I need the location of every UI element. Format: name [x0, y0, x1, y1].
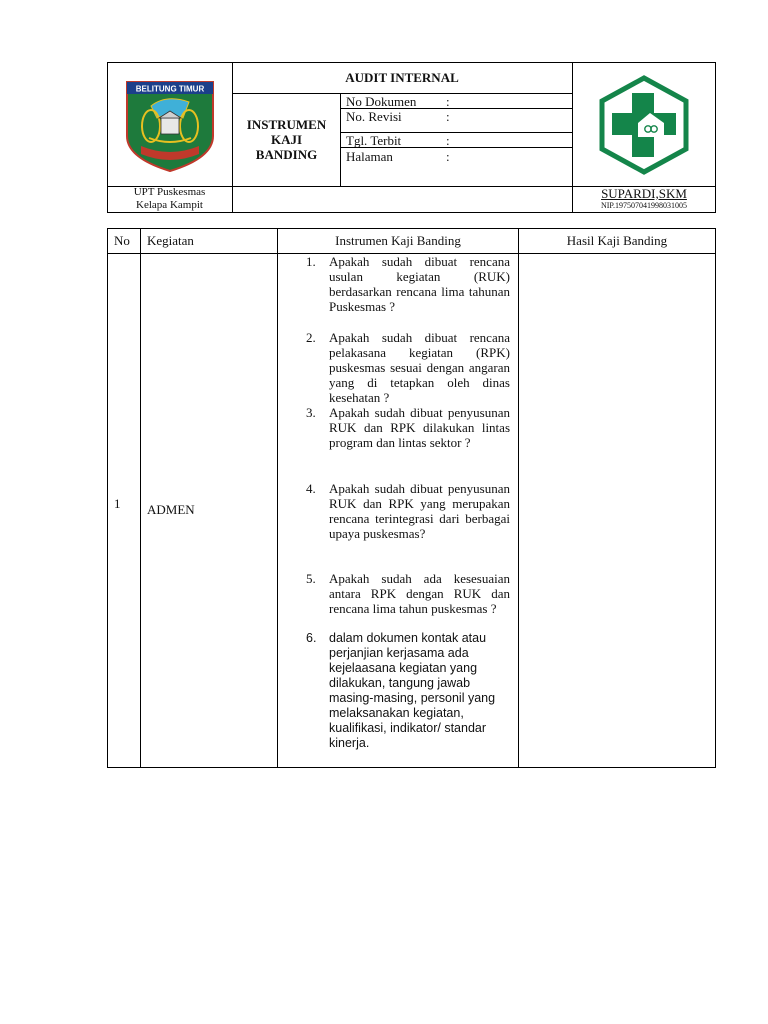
question-number: 5. — [306, 571, 316, 586]
column-header-instrumen: Instrumen Kaji Banding — [335, 233, 461, 248]
question-number: 3. — [306, 405, 316, 420]
column-header-hasil: Hasil Kaji Banding — [566, 233, 668, 248]
doc-field-label: Halaman — [346, 149, 393, 164]
table-col-divider-1 — [140, 228, 141, 768]
belitung-timur-crest-icon — [121, 76, 219, 174]
signer-name: SUPARDI,SKM — [601, 186, 687, 201]
doc-field-sep: : — [446, 94, 450, 109]
doc-field-sep: : — [446, 133, 450, 148]
org-name-line-1: UPT Puskesmas — [133, 186, 206, 198]
header-border-right — [715, 62, 716, 213]
column-header-no: No — [114, 233, 130, 248]
svg-text:BELITUNG TIMUR: BELITUNG TIMUR — [135, 84, 205, 94]
org-name-line-2: Kelapa Kampit — [136, 199, 203, 211]
doc-field-label: No. Revisi — [346, 109, 402, 124]
row-number: 1 — [114, 496, 121, 511]
question-text: Apakah sudah ada kesesuaian antara RPK dengan RUK dan rencana lima tahun puskesmas ? — [329, 571, 510, 616]
signer-nip: NIP.197507041998031005 — [600, 201, 687, 210]
table-col-divider-2 — [277, 228, 278, 768]
question-text: dalam dokumen kontak atau perjanjian kerjasama ada kejelaasana kegiatan yang dilakukan, tangung jawab masing-masing, personil yang melaksanakan kegiatan, kualifikasi, indikator/ standar kinerja. — [329, 631, 496, 750]
doc-field-sep: : — [446, 149, 450, 164]
row-kegiatan: ADMEN — [147, 502, 195, 517]
table-border-top — [107, 228, 716, 229]
table-border-left — [107, 228, 108, 768]
table-border-right — [715, 228, 716, 768]
doc-field-label: No Dokumen — [346, 94, 417, 109]
question-number: 4. — [306, 481, 316, 496]
doc-field-sep: : — [446, 109, 450, 124]
table-col-divider-3 — [518, 228, 519, 768]
column-header-kegiatan: Kegiatan — [147, 233, 194, 248]
question-number: 2. — [306, 330, 316, 345]
question-text: Apakah sudah dibuat penyusunan RUK dan RPK yang merupakan rencana terintegrasi dari berbagai upaya puskesmas? — [329, 481, 510, 541]
puskesmas-cross-icon — [594, 75, 694, 175]
table-border-bottom — [107, 767, 716, 768]
question-number: 1. — [306, 254, 316, 269]
header-divider-3 — [340, 93, 341, 186]
header-border-bottom — [107, 212, 716, 213]
question-number: 6. — [306, 631, 317, 645]
instrument-title-line-1: INSTRUMEN — [246, 117, 327, 132]
header-title: AUDIT INTERNAL — [345, 70, 459, 85]
header-border-top — [107, 62, 716, 63]
question-text: Apakah sudah dibuat rencana usulan kegiatan (RUK) berdasarkan rencana lima tahunan Puskesmas ? — [329, 254, 510, 314]
question-text: Apakah sudah dibuat rencana pelakasana kegiatan (RPK) puskesmas sesuai dengan angaran yang di tetapkan oleh dinas kesehatan ? — [329, 330, 510, 405]
question-text: Apakah sudah dibuat penyusunan RUK dan RPK dilakukan lintas program dan lintas sektor ? — [329, 405, 510, 450]
doc-field-label: Tgl. Terbit — [346, 133, 402, 148]
instrument-title-line-3: BANDING — [255, 147, 318, 162]
instrument-title-line-2: KAJI — [270, 132, 303, 147]
